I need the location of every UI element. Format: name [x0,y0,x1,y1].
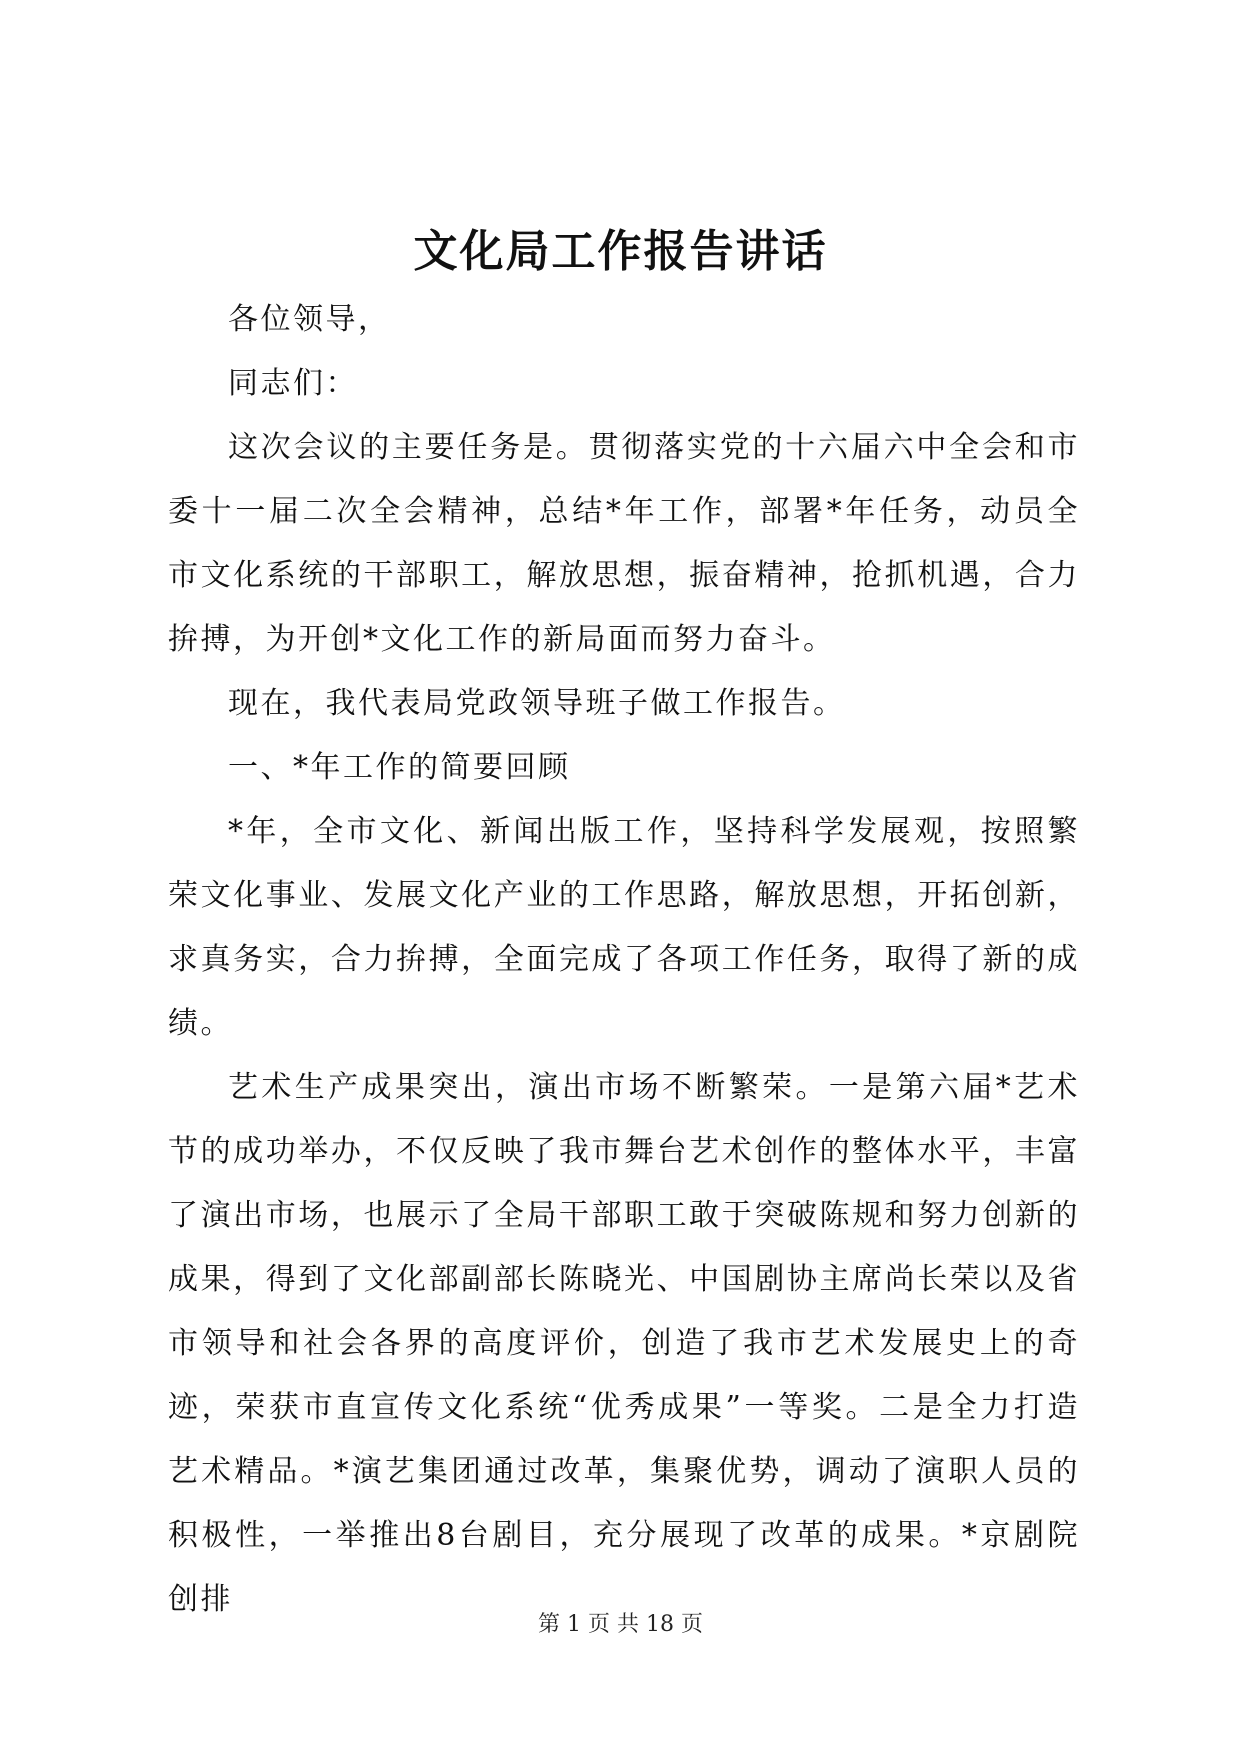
paragraph-report-intro: 现在，我代表局党政领导班子做工作报告。 [228,686,846,721]
salutation-leaders: 各位领导， [228,302,391,337]
paragraph-year-summary: *年，全市文化、新闻出版工作，坚持科学发展观，按照繁荣文化事业、发展文化产业的工作思路，解放思想，开拓创新，求真务实，合力拚搏，全面完成了各项工作任务，取得了新的成绩。 [168,814,1080,1041]
salutation-comrades: 同志们： [228,366,358,401]
section-heading-review: 一、*年工作的简要回顾 [228,750,571,785]
document-body [168,288,1080,1632]
paragraph-meeting-task: 这次会议的主要任务是。贯彻落实党的十六届六中全会和市委十一届二次全会精神，总结*年工作，部署*年任务，动员全市文化系统的干部职工，解放思想，振奋精神，抢抓机遇，合力拚搏，为开创*文化工作的新局面而努力奋斗。 [168,430,1080,657]
page-number-footer: 第 1 页 共 18 页 [538,1612,703,1637]
paragraph-art-production: 艺术生产成果突出，演出市场不断繁荣。一是第六届*艺术节的成功举办，不仅反映了我市舞台艺术创作的整体水平，丰富了演出市场，也展示了全局干部职工敢于突破陈规和努力创新的成果，得到了文化部副部长陈晓光、中国剧协主席尚长荣以及省市领导和社会各界的高度评价，创造了我市艺术发展史上的奇迹，荣获市直宣传文化系统“优秀成果”一等奖。二是全力打造艺术精品。*演艺集团通过改革，集聚优势，调动了演职人员的积极性，一举推出8台剧目，充分展现了改革的成果。*京剧院创排 [168,1070,1080,1617]
document-title: 文化局工作报告讲话 [413,226,828,277]
